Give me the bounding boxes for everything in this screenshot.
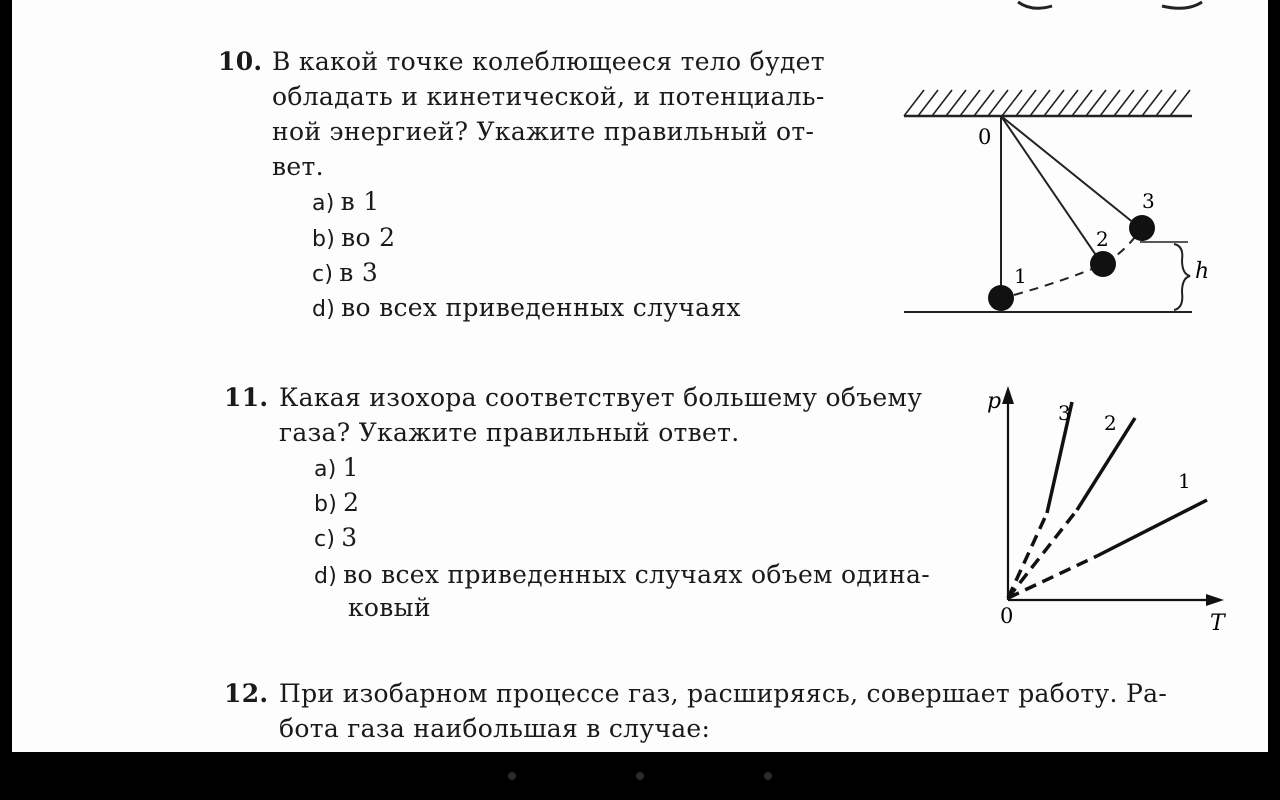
answer-option-a[interactable] <box>314 450 359 487</box>
label-line-3: 3 <box>1058 401 1072 425</box>
answer-option-d-continuation: ковый <box>348 593 431 622</box>
question-line: бота газа наибольшая в случае: <box>279 714 711 743</box>
question-12 <box>12 640 1268 752</box>
option-letter: b) <box>312 227 336 252</box>
option-text: во всех приведенных случаях объем одина- <box>343 560 930 589</box>
label-p-axis: p <box>987 389 1002 414</box>
answer-option-c[interactable] <box>312 255 378 292</box>
option-letter: c) <box>314 527 336 552</box>
label-height: h <box>1195 259 1210 284</box>
answer-option-d[interactable] <box>312 290 741 327</box>
question-line: Какая изохора соответствует большему объему <box>279 383 923 412</box>
question-line: обладать и кинетической, и потенциаль- <box>272 82 825 111</box>
document-page <box>12 0 1268 752</box>
option-text: в 3 <box>339 258 379 287</box>
option-text: во всех приведенных случаях <box>341 293 741 322</box>
option-letter: d) <box>314 564 338 589</box>
answer-option-b[interactable] <box>312 220 395 257</box>
left-black-border <box>0 0 12 752</box>
label-origin: 0 <box>1000 604 1014 628</box>
label-line-1: 1 <box>1178 469 1192 493</box>
height-brace <box>1174 244 1190 310</box>
answer-option-b[interactable] <box>314 485 359 522</box>
option-text: 2 <box>343 488 360 517</box>
trajectory-arc <box>1014 230 1140 295</box>
question-text <box>272 44 825 184</box>
label-line-2: 2 <box>1104 411 1118 435</box>
answer-option-c[interactable] <box>314 520 358 557</box>
option-letter: b) <box>314 492 338 517</box>
question-text <box>279 380 922 450</box>
option-letter: d) <box>312 297 336 322</box>
question-10 <box>12 0 1268 340</box>
question-line: ной энергией? Укажите правильный от- <box>272 117 815 146</box>
option-letter: a) <box>314 457 337 482</box>
bob-2 <box>1090 251 1116 277</box>
label-t-axis: T <box>1210 611 1225 636</box>
label-point-2: 2 <box>1096 227 1110 251</box>
answer-option-d[interactable] <box>314 557 930 594</box>
question-number: 12. <box>224 679 269 708</box>
y-axis-arrow <box>1002 386 1014 404</box>
nav-dot-icon[interactable] <box>636 772 644 780</box>
question-number: 11. <box>224 383 269 412</box>
answer-option-a[interactable] <box>312 184 380 221</box>
option-letter: a) <box>312 191 335 216</box>
option-text: в 1 <box>340 187 380 216</box>
isochore-graph <box>967 380 1237 636</box>
label-origin: 0 <box>978 125 992 149</box>
partial-figure-top <box>1012 0 1212 14</box>
option-text: 3 <box>341 523 358 552</box>
system-navigation-bar <box>0 752 1280 800</box>
nav-dot-icon[interactable] <box>764 772 772 780</box>
bob-1 <box>988 285 1014 311</box>
question-text <box>279 676 1167 746</box>
question-line: При изобарном процессе газ, расширяясь, совершает работу. Ра- <box>279 679 1168 708</box>
question-number: 10. <box>218 47 263 76</box>
pendulum-diagram <box>892 80 1210 330</box>
question-line: В какой точке колеблющееся тело будет <box>272 47 825 76</box>
label-point-3: 3 <box>1142 189 1156 213</box>
bob-3 <box>1129 215 1155 241</box>
option-text: 1 <box>342 453 359 482</box>
x-axis-arrow <box>1206 594 1224 606</box>
question-11 <box>12 340 1268 640</box>
right-black-border <box>1268 0 1280 752</box>
nav-dot-icon[interactable] <box>508 772 516 780</box>
option-letter: c) <box>312 262 334 287</box>
label-point-1: 1 <box>1014 264 1028 288</box>
option-text: во 2 <box>341 223 396 252</box>
question-line: газа? Укажите правильный ответ. <box>279 418 740 447</box>
question-line: вет. <box>272 152 324 181</box>
ceiling-hatching <box>904 90 1192 116</box>
